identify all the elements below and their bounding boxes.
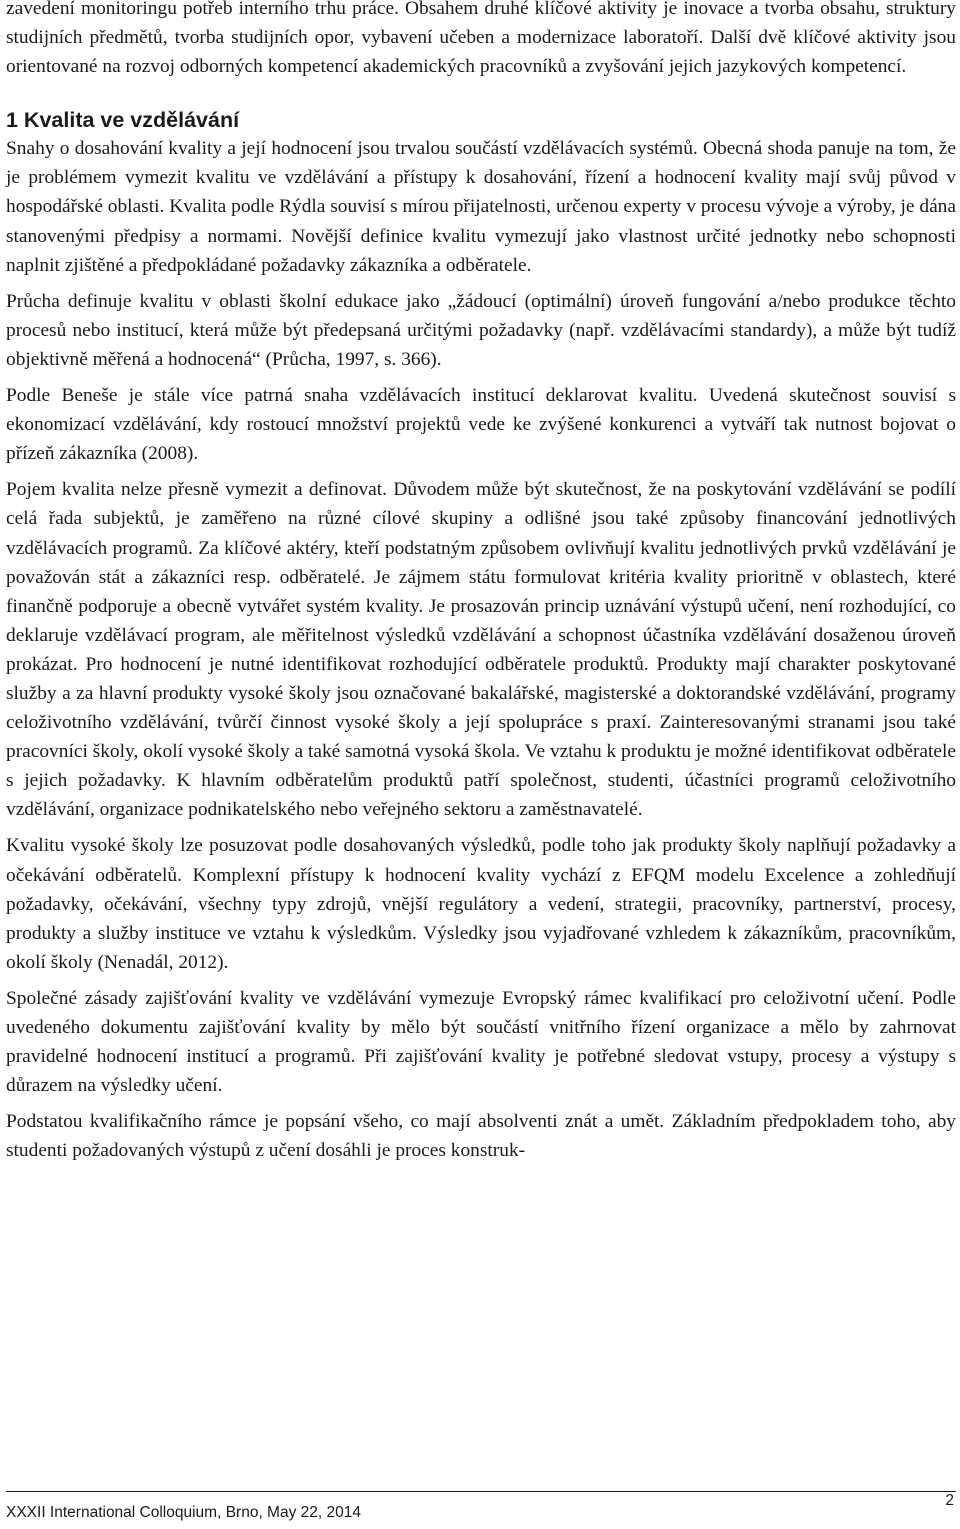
paragraph-university-quality: Kvalitu vysoké školy lze posuzovat podle dosahovaných výsledků, podle toho jak produkty školy naplňují požadavky a očekávání odběratelů. Komplexní přístupy k hodnocení kvality vychází z EFQM modelu Excelence a zohledňují požadavky, očekávání, všechny typy zdrojů, vnější regulátory a vedení, strategii, pracovníky, partnerství, procesy, produkty a služby instituce ve vztahu k výsledkům. Výsledky jsou vyjadřované vzhledem k zákazníkům, pracovníkům, okolí školy (Nenadál, 2012). (6, 835, 956, 973)
section-heading: 1 Kvalita ve vzdělávání (6, 108, 240, 133)
document-page (6, 0, 956, 1165)
paragraph-quality-efforts: Snahy o dosahování kvality a její hodnocení jsou trvalou součástí vzdělávacích systémů. Obecná shoda panuje na tom, že je problémem vymezit kvalitu ve vzdělávání a přístupy k dosahování, řízení a hodnocení kvality mají svůj původ v hospodářské oblasti. Kvalita podle Rýdla souvisí s mírou přijatelnosti, určenou experty v procesu vývoje a výroby, je dána stanovenými předpisy a normami. Novější definice kvalitu vymezují jako vlastnost určité jednotky nebo schopnosti naplnit zjištěné a předpokládané požadavky zákazníka a odběratele. (6, 138, 956, 276)
paragraph-quality-concept: Pojem kvalita nelze přesně vymezit a definovat. Důvodem může být skutečnost, že na poskytování vzdělávání se podílí celá řada subjektů, je zaměřeno na různé cílové skupiny a odlišné jsou také způsoby financování jednotlivých vzdělávacích programů. Za klíčové aktéry, kteří podstatným způsobem ovlivňují kvalitu jednotlivých prvků vzdělávání je považován stát a zákazníci resp. odběratelé. Je zájmem státu formulovat kritéria kvality prioritně v oblastech, které finančně podporuje a obecně vytvářet systém kvality. Je prosazován princip uznávání výstupů učení, není rozhodující, co deklaruje vzdělávací program, ale měřitelnost výsledků vzdělávání a schopnost účastníka vzdělávání dosaženou úroveň prokázat. Pro hodnocení je nutné identifikovat rozhodující odběratele produktů. Produkty mají charakter poskytované služby a za hlavní produkty vysoké školy jsou označované bakalářské, magisterské a doktorandské vzdělávání, programy celoživotního vzdělávání, tvůrčí činnost vysoké školy a její spolupráce s praxí. Zainteresovanými stranami jsou také pracovníci školy, okolí vysoké školy a také samotná vysoká škola. Ve vztahu k produktu je možné identifikovat odběratele s jejich požadavky. K hlavním odběratelům produktů patří společnost, studenti, účastníci programů celoživotního vzdělávání, organizace podnikatelského nebo veřejného sektoru a zaměstnavatelé. (6, 479, 956, 821)
footer-divider (6, 1491, 956, 1492)
paragraph-prucha-definition: Průcha definuje kvalitu v oblasti školní edukace jako „žádoucí (optimální) úroveň fungování a/nebo produkce těchto procesů nebo institucí, která může být předepsaná určitými požadavky (např. vzdělávacími standardy), a může být tudíž objektivně měřená a hodnocená“ (Průcha, 1997, s. 366). (6, 290, 956, 370)
page-number: 2 (945, 1492, 954, 1509)
intro-paragraph: zavedení monitoringu potřeb interního trhu práce. Obsahem druhé klíčové aktivity je inovace a tvorba obsahu, struktury studijních předmětů, tvorba studijních opor, vybavení učeben a modernizace laboratoří. Další dvě klíčové aktivity jsou orientované na rozvoj odborných kompetencí akademických pracovníků a zvyšování jejich jazykových kompetencí. (6, 0, 956, 78)
paragraph-benes: Podle Beneše je stále více patrná snaha vzdělávacích institucí deklarovat kvalitu. Uvedená skutečnost souvisí s ekonomizací vzdělávání, kdy rostoucí množství projektů vede ke zvýšené konkurenci a vytváří tak nutnost bojovat o přízeň zákazníka (2008). (6, 385, 956, 465)
paragraph-qualification-framework: Podstatou kvalifikačního rámce je popsání všeho, co mají absolventi znát a umět. Základním předpokladem toho, aby studenti požadovaných výstupů z učení dosáhli je proces konstruk- (6, 1111, 956, 1162)
paragraph-common-principles: Společné zásady zajišťování kvality ve vzdělávání vymezuje Evropský rámec kvalifikací pro celoživotní učení. Podle uvedeného dokumentu zajišťování kvality by mělo být součástí vnitřního řízení organizace a mělo by zahrnovat pravidelné hodnocení institucí a programů. Při zajišťování kvality je potřebné sledovat vstupy, procesy a výstupy s důrazem na výsledky učení. (6, 987, 956, 1097)
footer-conference: XXXII International Colloquium, Brno, May 22, 2014 (6, 1504, 361, 1521)
